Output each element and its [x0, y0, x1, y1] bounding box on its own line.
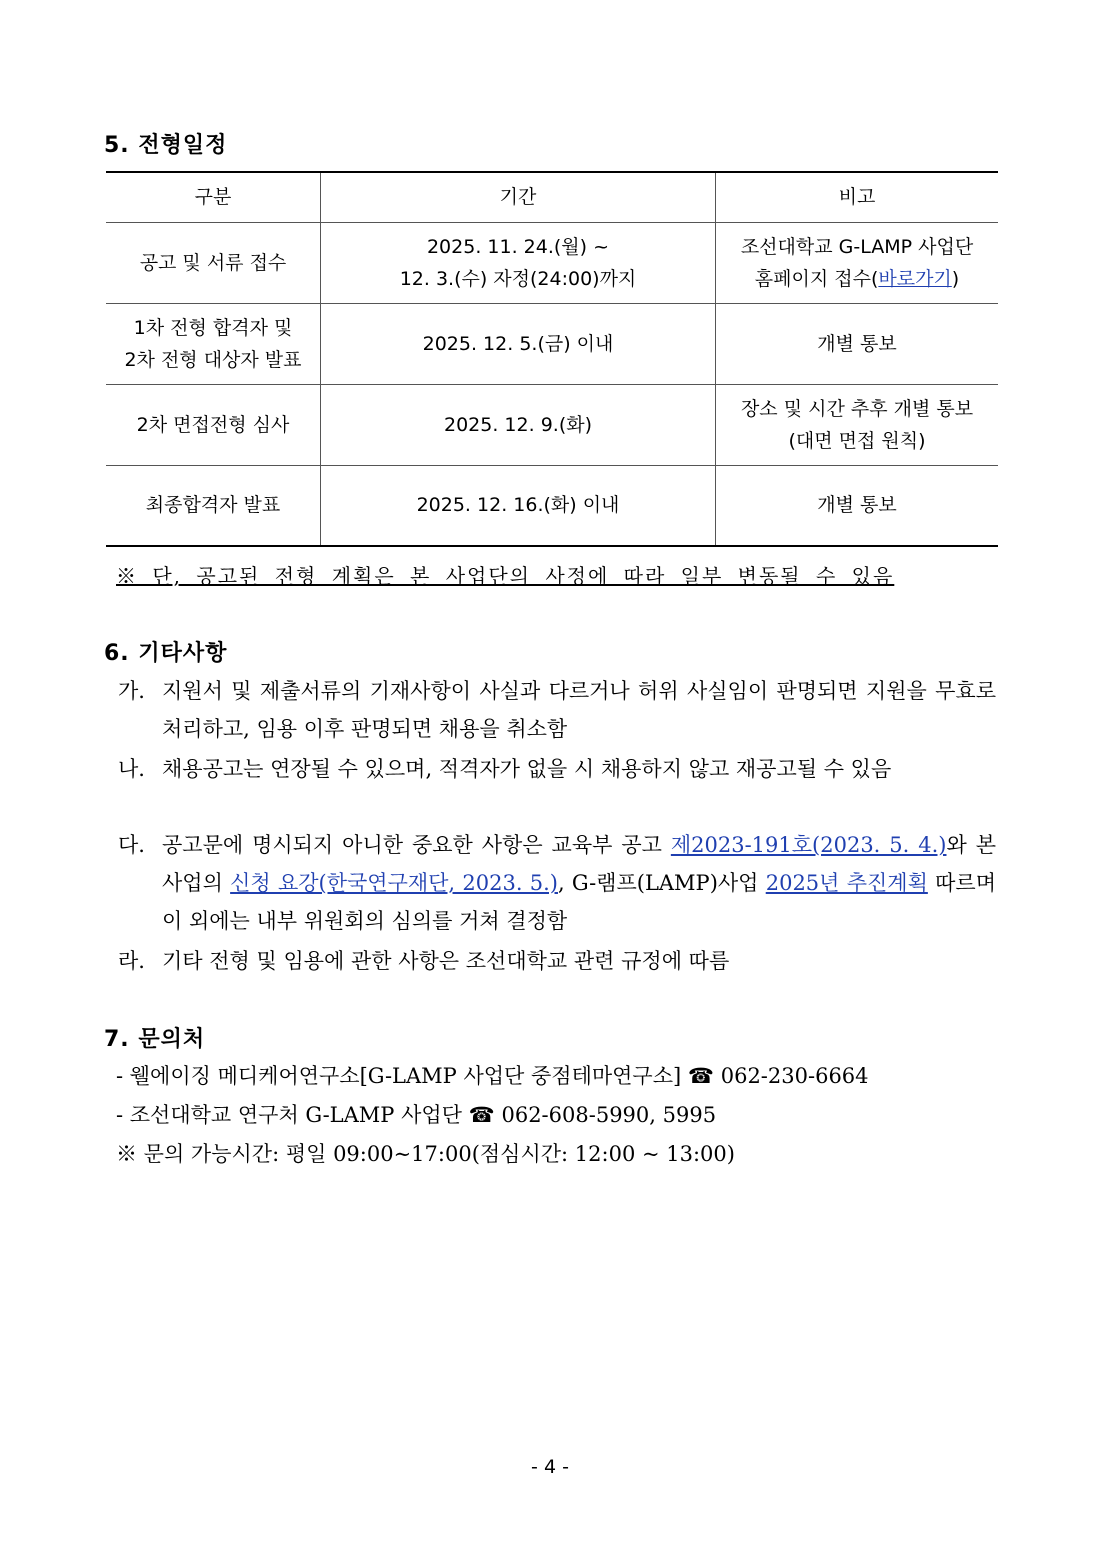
- cell-category: [106, 303, 321, 384]
- shortcut-link[interactable]: 바로가기: [878, 267, 952, 290]
- page-number: - 4 -: [531, 1456, 569, 1478]
- cell-period: [321, 465, 716, 546]
- item-text: [162, 826, 996, 940]
- cell-text: 2차 면접전형 심사: [136, 413, 290, 436]
- cell-period: [321, 384, 716, 465]
- item-label: 나.: [118, 757, 145, 781]
- phone-icon: ☎: [687, 1064, 715, 1088]
- cell-text: 2025. 12. 16.(화) 이내: [416, 494, 620, 517]
- header-note: 비고: [716, 172, 999, 222]
- list-item: [118, 826, 996, 940]
- schedule-footnote: ※ 단, 공고된 전형 계획은 본 사업단의 사정에 따라 일부 변동될 수 있음: [116, 564, 895, 588]
- cell-text: 2025. 12. 5.(금) 이내: [422, 332, 614, 355]
- cell-text: 조선대학교 G-LAMP 사업단: [740, 235, 974, 258]
- cell-text: (대면 면접 원칙): [788, 429, 926, 452]
- item-text: 채용공고는 연장될 수 있으며, 적격자가 없을 시 채용하지 않고 재공고될 수 있음: [162, 757, 892, 781]
- item-text-part: 따르며 이 외에는 내부 위원회의 심의를 거쳐 결정함: [162, 871, 996, 933]
- cell-note: [716, 465, 999, 546]
- item-text-part: , G-램프(LAMP)사업: [557, 871, 766, 895]
- cell-text: 1차 전형 합격자 및: [133, 316, 293, 339]
- note-text: ): [951, 267, 960, 290]
- cell-text: 장소 및 시간 추후 개별 통보: [740, 397, 974, 420]
- table-row: [106, 465, 998, 546]
- list-item: [118, 942, 996, 980]
- cell-text: 최종합격자 발표: [145, 494, 281, 517]
- cell-text: 2025. 12. 9.(화): [444, 413, 592, 436]
- contact-phone: 062-608-5990, 5995: [494, 1103, 717, 1127]
- promotion-plan-link[interactable]: 2025년 추진계획: [765, 871, 928, 895]
- contact-line: [116, 1060, 869, 1090]
- cell-text: 2025. 11. 24.(월) ~: [426, 235, 610, 258]
- cell-text: 개별 통보: [817, 494, 897, 517]
- section7-title: 7. 문의처: [104, 1027, 206, 1052]
- cell-category: [106, 465, 321, 546]
- cell-category: [106, 384, 321, 465]
- cell-period: [321, 303, 716, 384]
- item-text: 기타 전형 및 임용에 관한 사항은 조선대학교 관련 규정에 따름: [162, 949, 730, 973]
- table-row: [106, 384, 998, 465]
- cell-text: 2차 전형 대상자 발표: [124, 348, 302, 371]
- cell-text: [720, 263, 994, 295]
- section5-title: 5. 전형일정: [104, 133, 228, 158]
- inquiry-hours: ※ 문의 가능시간: 평일 09:00∼17:00(점심시간: 12:00 ~ 13:00): [116, 1142, 735, 1166]
- table-row: [106, 222, 998, 303]
- list-item: [118, 750, 996, 788]
- note-text: 홈페이지 접수(: [754, 267, 879, 290]
- contact-phone: 062-230-6664: [714, 1064, 869, 1088]
- item-text-part: 와 본 사업의: [162, 833, 996, 895]
- cell-note: [716, 384, 999, 465]
- cell-note: [716, 222, 999, 303]
- item-text: 지원서 및 제출서류의 기재사항이 사실과 다르거나 허위 사실임이 판명되면 지원을 무효로 처리하고, 임용 이후 판명되면 채용을 취소함: [162, 679, 996, 741]
- item-label: 라.: [118, 949, 145, 973]
- cell-note: [716, 303, 999, 384]
- schedule-table: [106, 171, 998, 547]
- list-item: [118, 672, 996, 748]
- item-label: 다.: [118, 833, 145, 857]
- moe-notice-link[interactable]: 제2023-191호(2023. 5. 4.): [670, 833, 947, 857]
- table-header-row: [106, 172, 998, 222]
- table-row: [106, 303, 998, 384]
- cell-text: 12. 3.(수) 자정(24:00)까지: [399, 267, 637, 290]
- cell-period: [321, 222, 716, 303]
- header-period: 기간: [321, 172, 716, 222]
- contact-text: - 조선대학교 연구처 G-LAMP 사업단: [116, 1103, 469, 1127]
- item-label: 가.: [118, 679, 145, 703]
- cell-category: [106, 222, 321, 303]
- item-text-part: 공고문에 명시되지 아니한 중요한 사항은 교육부 공고: [162, 833, 671, 857]
- contact-text: - 웰에이징 메디케어연구소[G-LAMP 사업단 중점테마연구소]: [116, 1064, 688, 1088]
- section6-title: 6. 기타사항: [104, 641, 228, 666]
- header-category: 구분: [106, 172, 321, 222]
- contact-line: [116, 1099, 716, 1129]
- phone-icon: ☎: [468, 1103, 495, 1127]
- cell-text: 개별 통보: [817, 332, 897, 355]
- application-guide-link[interactable]: 신청 요강(한국연구재단, 2023. 5.): [230, 871, 558, 895]
- cell-text: 공고 및 서류 접수: [139, 251, 287, 274]
